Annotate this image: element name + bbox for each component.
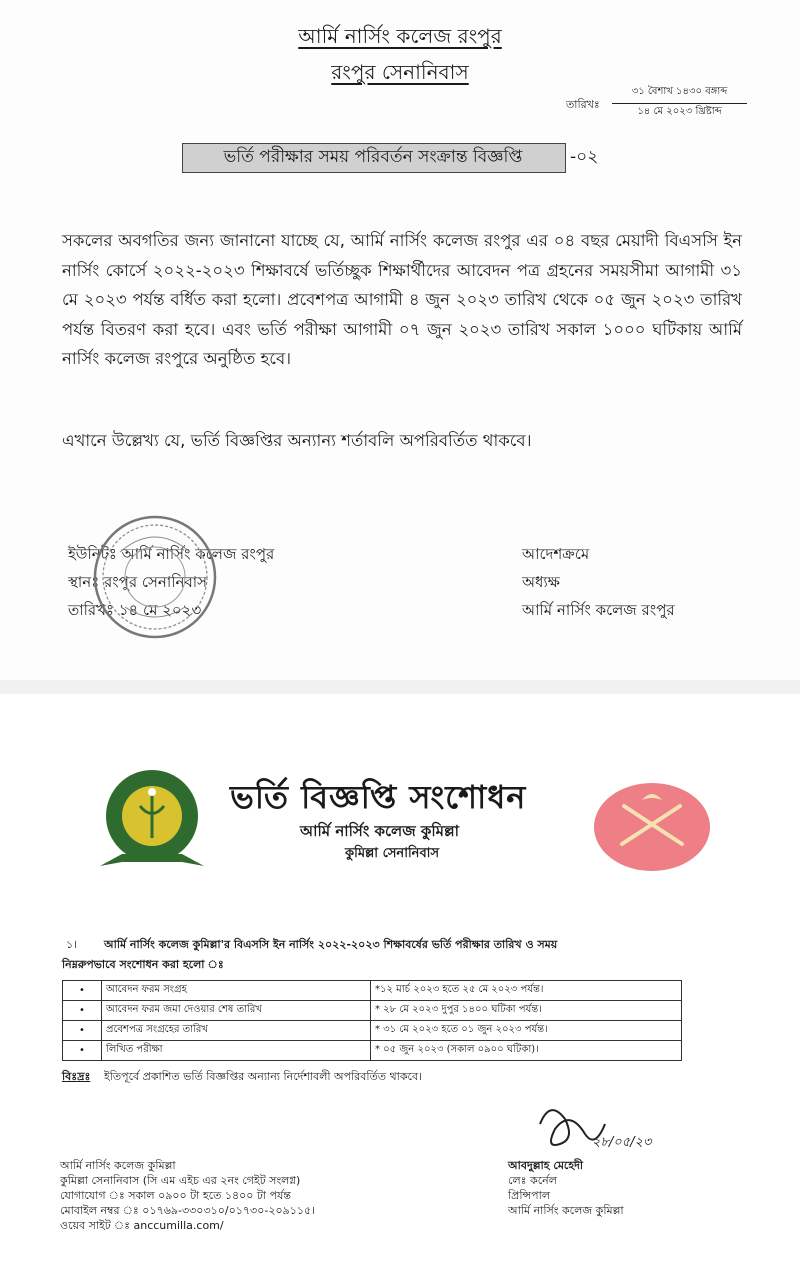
issuer-unit: ইউনিটঃ আর্মি নার্সিং কলেজ রংপুর [68, 545, 275, 563]
row-label: প্রবেশপত্র সংগ্রহের তারিখ [102, 1021, 371, 1041]
schedule-table [62, 980, 682, 1061]
note-text: ইতিপূর্বে প্রকাশিত ভর্তি বিজ্ঞপ্তির অন্যান্য নির্দেশাবলী অপরিবর্তিত থাকবে। [104, 1070, 423, 1083]
cantonment-title: রংপুর সেনানিবাস [331, 60, 469, 84]
table-row [63, 1001, 682, 1021]
notice-cumilla [0, 694, 800, 1263]
row-value: * ২৮ মে ২০২৩ দুপুর ১৪০০ ঘটিকা পর্যন্ত। [371, 1001, 682, 1021]
by-order: আদেশক্রমে [522, 545, 590, 563]
row-label: আবেদন ফরম সংগ্রহ [102, 981, 371, 1001]
row-bullet: • [63, 1001, 102, 1021]
army-emblem [592, 782, 712, 872]
date-label: তারিখঃ [566, 98, 600, 111]
row-value: *১২ মার্চ ২০২৩ হতে ২৫ মে ২০২৩ পর্যন্ত। [371, 981, 682, 1001]
handwritten-signature [530, 1094, 670, 1164]
principal-name: আবদুল্লাহ মেহেদী [508, 1159, 584, 1172]
round-seal-stamp [90, 512, 220, 642]
table-row [63, 1021, 682, 1041]
contact-hours: যোগাযোগ ঃ সকাল ০৯০০ টা হতে ১৪০০ টা পর্যন্ত [60, 1189, 291, 1202]
page-separator [0, 680, 800, 694]
college-name: আর্মি নার্সিং কলেজ কুমিল্লা [300, 822, 459, 840]
authority-block [522, 540, 675, 624]
row-bullet: • [63, 981, 102, 1001]
principal-college: আর্মি নার্সিং কলেজ কুমিল্লা [508, 1204, 624, 1217]
item-number: ১। [66, 938, 78, 951]
row-bullet: • [63, 1021, 102, 1041]
college-title: আর্মি নার্সিং কলেজ রংপুর [298, 24, 502, 48]
authority-college: আর্মি নার্সিং কলেজ রংপুর [522, 601, 675, 619]
row-value: * ০৫ জুন ২০২৩ (সকাল ০৯০০ ঘটিকা)। [371, 1041, 682, 1061]
intro-line-2: নিম্নরুপভাবে সংশোধন করা হলো ঃ [62, 958, 224, 971]
principal-block [508, 1158, 624, 1218]
cantonment-name: কুমিল্লা সেনানিবাস [345, 846, 440, 861]
contact-block [60, 1158, 315, 1233]
date-bangla: ৩১ বৈশাখ ১৪৩০ বঙ্গাব্দ [612, 84, 747, 104]
principal-title: অধ্যক্ষ [522, 573, 560, 591]
logo-motto: বিদ্যা সেবা বিনয় [132, 868, 172, 875]
row-label: লিখিত পরীক্ষা [102, 1041, 371, 1061]
notice-number: -০২ [570, 147, 599, 167]
row-bullet: • [63, 1041, 102, 1061]
college-logo [92, 766, 212, 881]
notice-paragraph: সকলের অবগতির জন্য জানানো যাচ্ছে যে, আর্মি নার্সিং কলেজ রংপুর এর ০৪ বছর মেয়াদী বিএসসি ইন নার্সিং কোর্সে ২০২২-২০২৩ শিক্ষাবর্ষে ভর্তিচ্ছুক শিক্ষার্থীদের আবেদন পত্র গ্রহনের সময়সীমা আগামী ৩১ মে ২০২৩ পর্যন্ত বর্ধিত করা হলো। প্রবেশপত্র আগামী ৪ জুন ২০২৩ তারিখ থেকে ০৫ জুন ২০২৩ তারিখ পর্যন্ত বিতরণ করা হবে। এবং ভর্তি পরীক্ষা আগামী ০৭ জুন ২০২৩ তারিখ সকাল ১০০০ ঘটিকায় আর্মি নার্সিং কলেজ রংপুরে অনুষ্ঠিত হবে। [62, 231, 742, 368]
notice-remark: এখানে উল্লেখ্য যে, ভর্তি বিজ্ঞপ্তির অন্যান্য শর্তাবলি অপরিবর্তিত থাকবে। [62, 431, 532, 450]
issuer-place: স্থানঃ রংপুর সেনানিবাস [68, 573, 208, 591]
row-value: * ৩১ মে ২০২৩ হতে ০১ জুন ২০২৩ পর্যন্ত। [371, 1021, 682, 1041]
note-label: বিঃদ্রঃ [62, 1070, 91, 1083]
date-english: ১৪ মে ২০২৩ খ্রিষ্টাব্দ [637, 106, 722, 117]
contact-mobile: মোবাইল নম্বর ঃ ০১৭৬৯-৩৩০৩১০/০১৭৩০-২০৯১১৫। [60, 1204, 316, 1217]
table-row [63, 1041, 682, 1061]
principal-rank: লেঃ কর্নেল [508, 1174, 557, 1187]
contact-college: আর্মি নার্সিং কলেজ কুমিল্লা [60, 1159, 176, 1172]
intro-line-1: আর্মি নার্সিং কলেজ কুমিল্লা'র বিএসসি ইন নার্সিং ২০২২-২০২৩ শিক্ষাবর্ষের ভর্তি পরীক্ষার তারিখ ও সময় [104, 938, 558, 951]
principal-designation: প্রিন্সিপাল [508, 1189, 551, 1202]
table-row [63, 981, 682, 1001]
contact-website: ওয়েব সাইট ঃ ancсumilla.com/ [60, 1219, 224, 1232]
contact-address: কুমিল্লা সেনানিবাস (সি এম এইচ এর ২নং গেইট সংলগ্ন) [60, 1174, 301, 1187]
row-label: আবেদন ফরম জমা দেওয়ার শেষ তারিখ [102, 1001, 371, 1021]
correction-title: ভর্তি বিজ্ঞপ্তি সংশোধন [230, 778, 527, 816]
issuer-date: তারিখঃ ১৪ মে ২০২৩ [68, 601, 202, 619]
notice-heading: ভর্তি পরীক্ষার সময় পরিবর্তন সংক্রান্ত বিজ্ঞপ্তি [223, 147, 523, 167]
signature-date: ২৮/০৫/২৩ [592, 1135, 652, 1150]
